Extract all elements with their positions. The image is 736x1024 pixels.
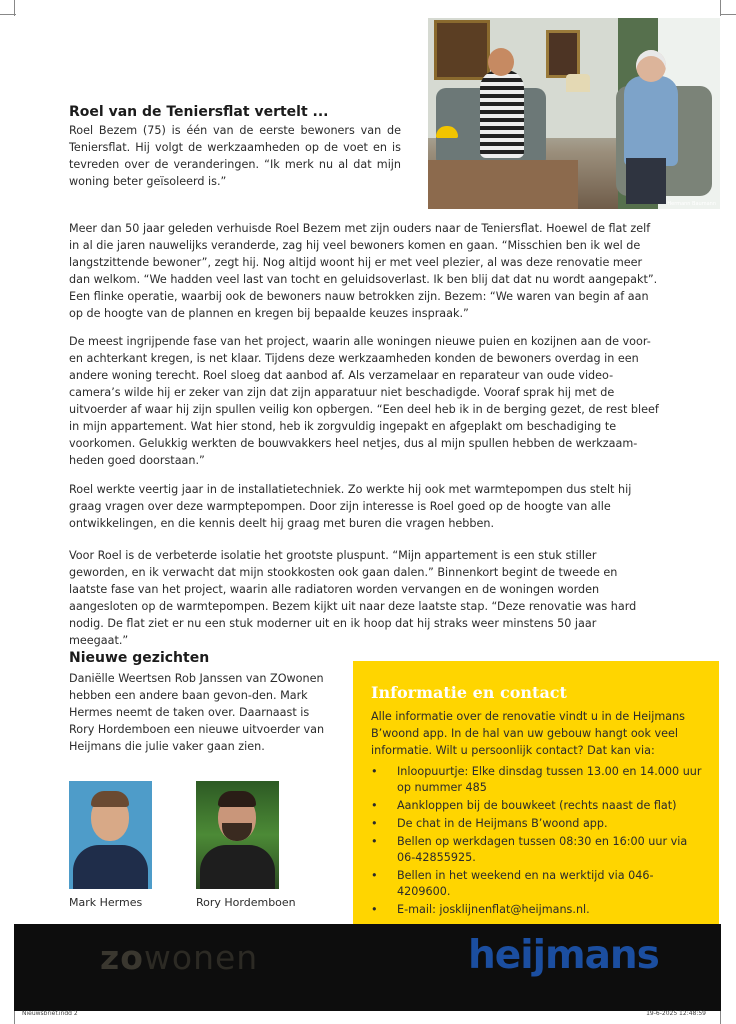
crop-mark [720,14,736,15]
list-item: • Bellen op werkdagen tussen 08:30 en 16:00 uur via 06-42855925. [371,834,703,866]
portrait-caption: Rory Hordemboen [196,896,296,909]
article-photo [428,18,720,209]
crop-mark [0,14,16,15]
photo-credit: Hermann Baumann [667,201,716,207]
article-title: Roel van de Teniersflat vertelt ... [69,104,329,120]
article-paragraph: De meest ingrijpende fase van het project, waarin alle woningen nieuwe puien en kozijnen aan de voor- en achterkant kregen, is net klaar. Tijdens deze werkzaamheden konden de bewoners overdag in een andere woning terecht. Roel sloeg dat aanbod af. Als verzamelaar en reparateur van oude video-camera’s wilde hij er zeker van zijn dat zijn apparatuur niet beschadigde. Vooraf sprak hij met de uitvoerder af waar hij zijn spullen veilig kon opbergen. “Een deel heb ik in de berging gezet, de rest bleef in mijn appartement. Wat hier stond, heb ik zorgvuldig ingepakt en afgeplakt om beschadiging te voorkomen. Gelukkig werkten de bouwvakkers heel netjes, dus al mijn spullen hebben de werkzaam-heden goed doorstaan.” [69,335,659,467]
list-item: • Bellen in het weekend en na werktijd via 046-4209600. [371,868,703,900]
list-item: • E-mail: josklijnenflat@heijmans.nl. [371,902,703,918]
article-intro: Roel Bezem (75) is één van de eerste bewoners van de Teniersflat. Hij volgt de werkzaamheden op de voet en is tevreden over de veranderingen. “Ik merk nu al dat mijn woning beter geïsoleerd is.” [69,124,401,188]
info-box [353,661,719,924]
zowonen-logo: zowonen [100,938,259,977]
portrait-caption: Mark Hermes [69,896,143,909]
print-slug: Nieuwsbrief.indd 2 [22,1010,78,1017]
man-figure [624,76,678,166]
portrait-photo [196,781,279,889]
article-paragraph: Roel werkte veertig jaar in de installatietechniek. Zo werkte hij ook met warmtepompen dus stelt hij graag vragen over deze warmptepompen. Door zijn interesse is Roel goed op de hoogte van alle ontwikkelingen, en die kennis deelt hij graag met buren die vragen hebben. [69,483,632,530]
list-item: • Inloopuurtje: Elke dinsdag tussen 13.00 en 14.000 uur op nummer 485 [371,764,703,796]
print-slug: 19-6-2025 12:48:59 [646,1010,706,1017]
info-list [371,764,703,932]
safety-helmet-icon [436,126,458,138]
section-text: Daniëlle Weertsen Rob Janssen van ZOwonen hebben een andere baan gevon-den. Mark Hermes neemt de taken over. Daarnaast is Rory Hordemboen een nieuwe uitvoerder van Heijmans die julie vaker gaan zien. [69,672,325,753]
painting [434,20,490,80]
woman-figure [480,70,524,158]
article-paragraph: Voor Roel is de verbeterde isolatie het grootste pluspunt. “Mijn appartement is een stuk stiller geworden, en ik verwacht dat mijn stookkosten ook gaan dalen.” Binnenkort begint de tweede en laatste fase van het project, waarin alle radiatoren worden vervangen en de woningen worden aangesloten op de warmtepompen. Bezem kijkt uit naar deze laatste stap. “Deze renovatie was hard nodig. De flat ziet er nu een stuk moderner uit en ik hoop dat hij straks weer minstens 50 jaar meegaat.” [69,549,637,647]
list-item: • De chat in de Heijmans B’woond app. [371,816,703,832]
info-intro: Alle informatie over de renovatie vindt u in de Heijmans B’woond app. In de hal van uw gebouw hangt ook veel informatie. Wilt u persoonlijk contact? Dat kan via: [371,710,685,757]
list-item: • Aankloppen bij de bouwkeet (rechts naast de flat) [371,798,703,814]
heijmans-logo: heijmans [468,933,659,978]
portrait-photo [69,781,152,889]
painting [546,30,580,78]
info-title: Informatie en contact [371,683,567,702]
article-paragraph: Meer dan 50 jaar geleden verhuisde Roel Bezem met zijn ouders naar de Teniersflat. Hoewel de flat zelf in al die jaren nauwelijks veranderde, zag hij veel bewoners komen en gaan. “Misschien ben ik wel de langstzittende bewoner”, zegt hij. Nog altijd woont hij er met veel plezier, al was deze renovatie meer dan welkom. “We hadden veel last van tocht en geluidsoverlast. Ik ben blij dat dat nu wordt aangepakt”. Een flinke operatie, waarbij ook de bewoners nauw betrokken zijn. Bezem: “We waren van begin af aan op de hoogte van de plannen en kregen bij bepaalde keuzes inspraak.” [69,222,658,320]
section-title: Nieuwe gezichten [69,650,210,666]
